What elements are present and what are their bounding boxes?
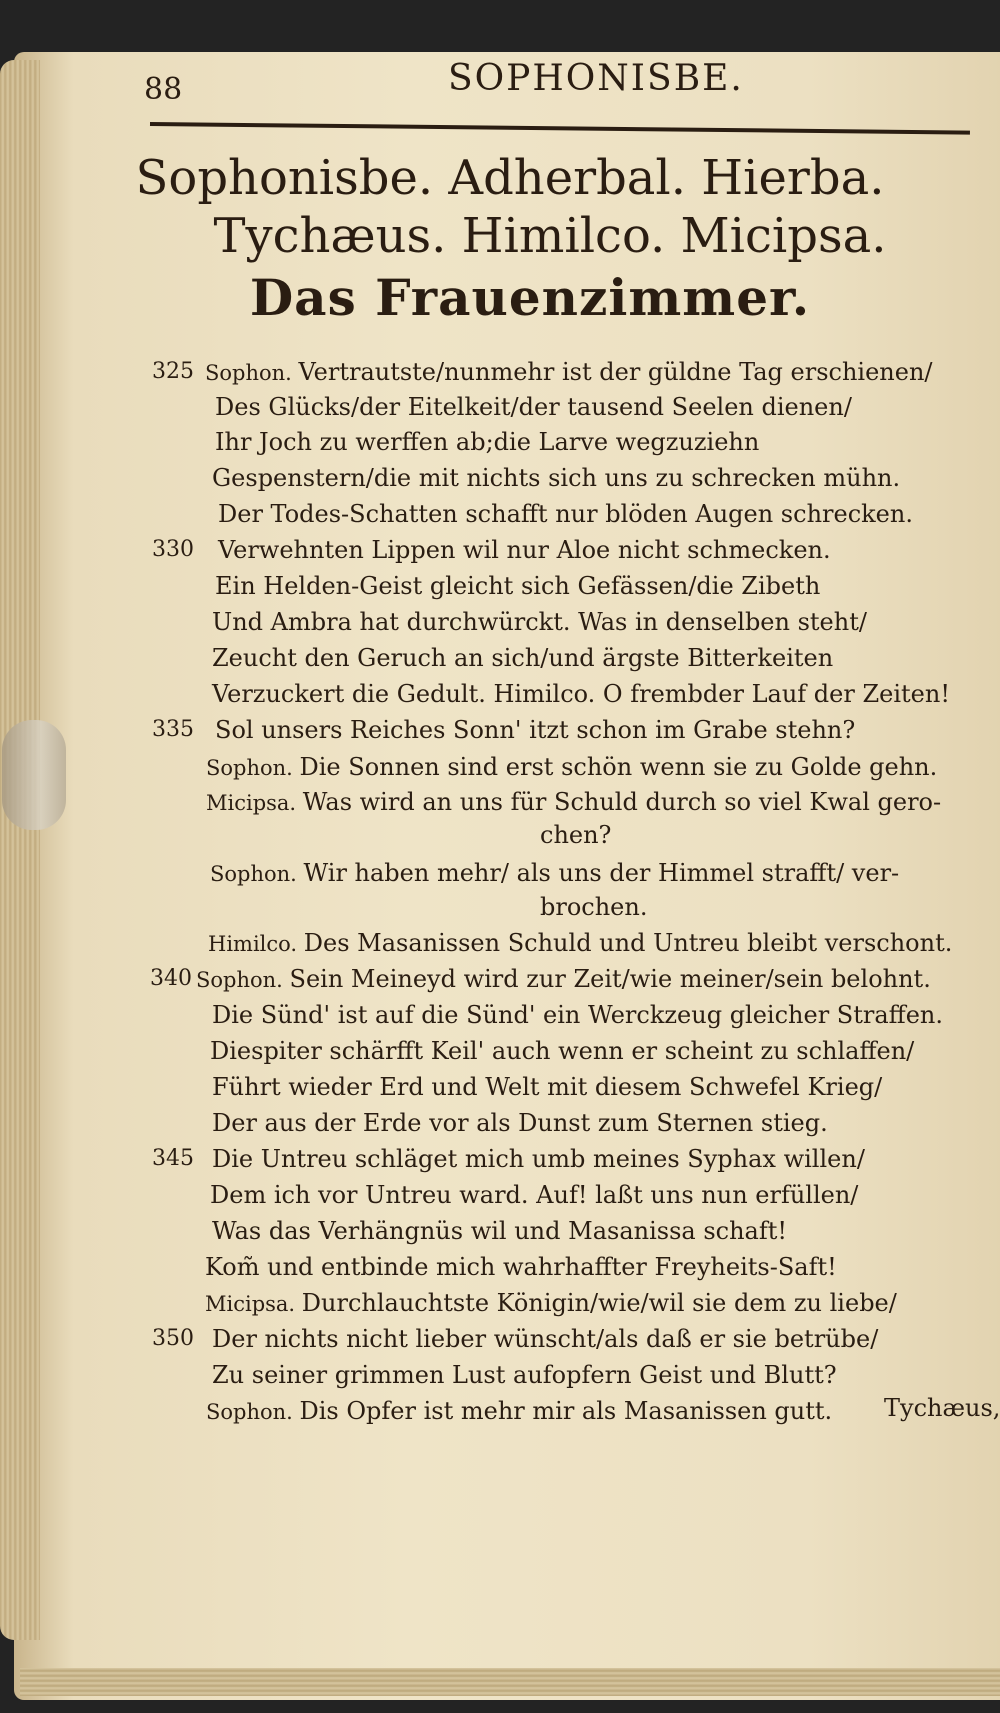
verse-line [212, 1070, 882, 1104]
verse-line-text: brochen. [540, 893, 648, 921]
verse-line [218, 533, 831, 567]
line-number: 330 [152, 537, 194, 562]
verse-line [212, 1358, 837, 1392]
verse-line-text: Verwehnten Lippen wil nur Aloe nicht schmecken. [218, 536, 831, 564]
verse-line-text: Die Untreu schläget mich umb meines Syphax willen/ [212, 1145, 865, 1173]
verse-line [540, 818, 611, 852]
verse-line-text: Zeucht den Geruch an sich/und ärgste Bitterkeiten [212, 644, 834, 672]
speaker-label: Sophon. [196, 968, 290, 992]
verse-line-text: Gespenstern/die mit nichts sich uns zu schrecken mühn. [212, 464, 901, 492]
scene-characters-line-1: Sophonisbe. Adherbal. Hierba. [135, 150, 885, 206]
verse-line-text: Der Todes-Schatten schafft nur blöden Augen schrecken. [218, 500, 913, 528]
verse-line [540, 890, 647, 924]
verse-line-text: Kom̃ und entbinde mich wahrhaffter Freyheits-Saft! [205, 1253, 837, 1281]
line-number: 325 [152, 359, 194, 384]
speaker-label: Micipsa. [206, 791, 303, 815]
verse-line [212, 1106, 828, 1140]
scene-characters-line-2: Tychæus. Himilco. Micipsa. [213, 208, 887, 264]
verse-line [215, 569, 820, 603]
verse-line-text: Verzuckert die Gedult. Himilco. O frembder Lauf der Zeiten! [212, 680, 950, 708]
verse-line [215, 713, 855, 747]
speaker-label: Micipsa. [205, 1292, 302, 1316]
verse-line [205, 355, 933, 390]
verse-line-text: Dis Opfer ist mehr mir als Masanissen gutt. [299, 1397, 833, 1425]
verse-line [215, 425, 759, 459]
verse-line-text: Und Ambra hat durchwürckt. Was in denselben steht/ [212, 608, 867, 636]
verse-line [212, 677, 950, 711]
verse-line [212, 641, 833, 675]
verse-line [210, 1034, 914, 1068]
verse-line [212, 461, 900, 495]
scene-characters-line-3: Das Frauenzimmer. [249, 268, 811, 327]
verse-line [218, 497, 913, 531]
verse-line-text: Durchlauchtste Königin/wie/wil sie dem zu liebe/ [301, 1289, 897, 1317]
verse-line-text: Die Sünd' ist auf die Sünd' ein Werckzeug gleicher Straffen. [212, 1001, 944, 1029]
verse-line-text: Vertrautste/nunmehr ist der güldne Tag erschienen/ [298, 358, 933, 386]
running-title: SOPHONISBE. [448, 58, 744, 99]
catchword: Tychæus, [884, 1394, 1000, 1422]
verse-line-text: chen? [540, 821, 612, 849]
speaker-label: Sophon. [205, 361, 299, 385]
verse-line [206, 750, 937, 785]
verse-line [210, 856, 899, 891]
verse-line-text: Des Masanissen Schuld und Untreu bleibt verschont. [303, 929, 953, 957]
speaker-label: Sophon. [206, 1400, 300, 1424]
verse-line-text: Ein Helden-Geist gleicht sich Gefässen/die Zibeth [215, 572, 821, 600]
speaker-label: Himilco. [208, 932, 304, 956]
verse-line-text: Wir haben mehr/ als uns der Himmel strafft/ ver- [303, 859, 900, 887]
verse-line [212, 1142, 865, 1176]
verse-line-text: Diespiter schärfft Keil' auch wenn er scheint zu schlaffen/ [210, 1037, 915, 1065]
verse-line [205, 1286, 897, 1321]
verse-line [196, 962, 931, 997]
verse-line-text: Der nichts nicht lieber wünscht/als daß er sie betrübe/ [212, 1325, 879, 1353]
verse-line [206, 785, 941, 820]
verse-line-text: Dem ich vor Untreu ward. Auf! laßt uns nun erfüllen/ [210, 1181, 859, 1209]
line-number: 335 [152, 717, 194, 742]
verse-line [215, 390, 852, 424]
verse-line-text: Der aus der Erde vor als Dunst zum Sternen stieg. [212, 1109, 828, 1137]
line-number: 345 [152, 1146, 194, 1171]
verse-line-text: Zu seiner grimmen Lust aufopfern Geist und Blutt? [212, 1361, 837, 1389]
verse-line [210, 1178, 858, 1212]
verse-line-text: Ihr Joch zu werffen ab;die Larve wegzuziehn [215, 428, 760, 456]
verse-line [212, 605, 867, 639]
verse-line [208, 926, 952, 961]
speaker-label: Sophon. [210, 862, 304, 886]
verse-line-text: Was das Verhängnüs wil und Masanissa schaft! [212, 1217, 788, 1245]
verse-line [212, 1214, 787, 1248]
verse-line [212, 998, 943, 1032]
verse-line-text: Führt wieder Erd und Welt mit diesem Schwefel Krieg/ [212, 1073, 883, 1101]
verse-line-text: Die Sonnen sind erst schön wenn sie zu Golde gehn. [299, 753, 938, 781]
verse-line-text: Was wird an uns für Schuld durch so viel Kwal gero- [302, 788, 942, 816]
verse-line [205, 1250, 837, 1284]
verse-line [212, 1322, 878, 1356]
verse-line-text: Des Glücks/der Eitelkeit/der tausend Seelen dienen/ [215, 393, 852, 421]
verse-line [206, 1394, 832, 1429]
speaker-label: Sophon. [206, 756, 300, 780]
page-number: 88 [144, 72, 183, 107]
verse-line-text: Sein Meineyd wird zur Zeit/wie meiner/sein belohnt. [289, 965, 931, 993]
verse-line-text: Sol unsers Reiches Sonn' itzt schon im Grabe stehn? [215, 716, 856, 744]
line-number: 350 [152, 1326, 194, 1351]
line-number: 340 [150, 966, 192, 991]
